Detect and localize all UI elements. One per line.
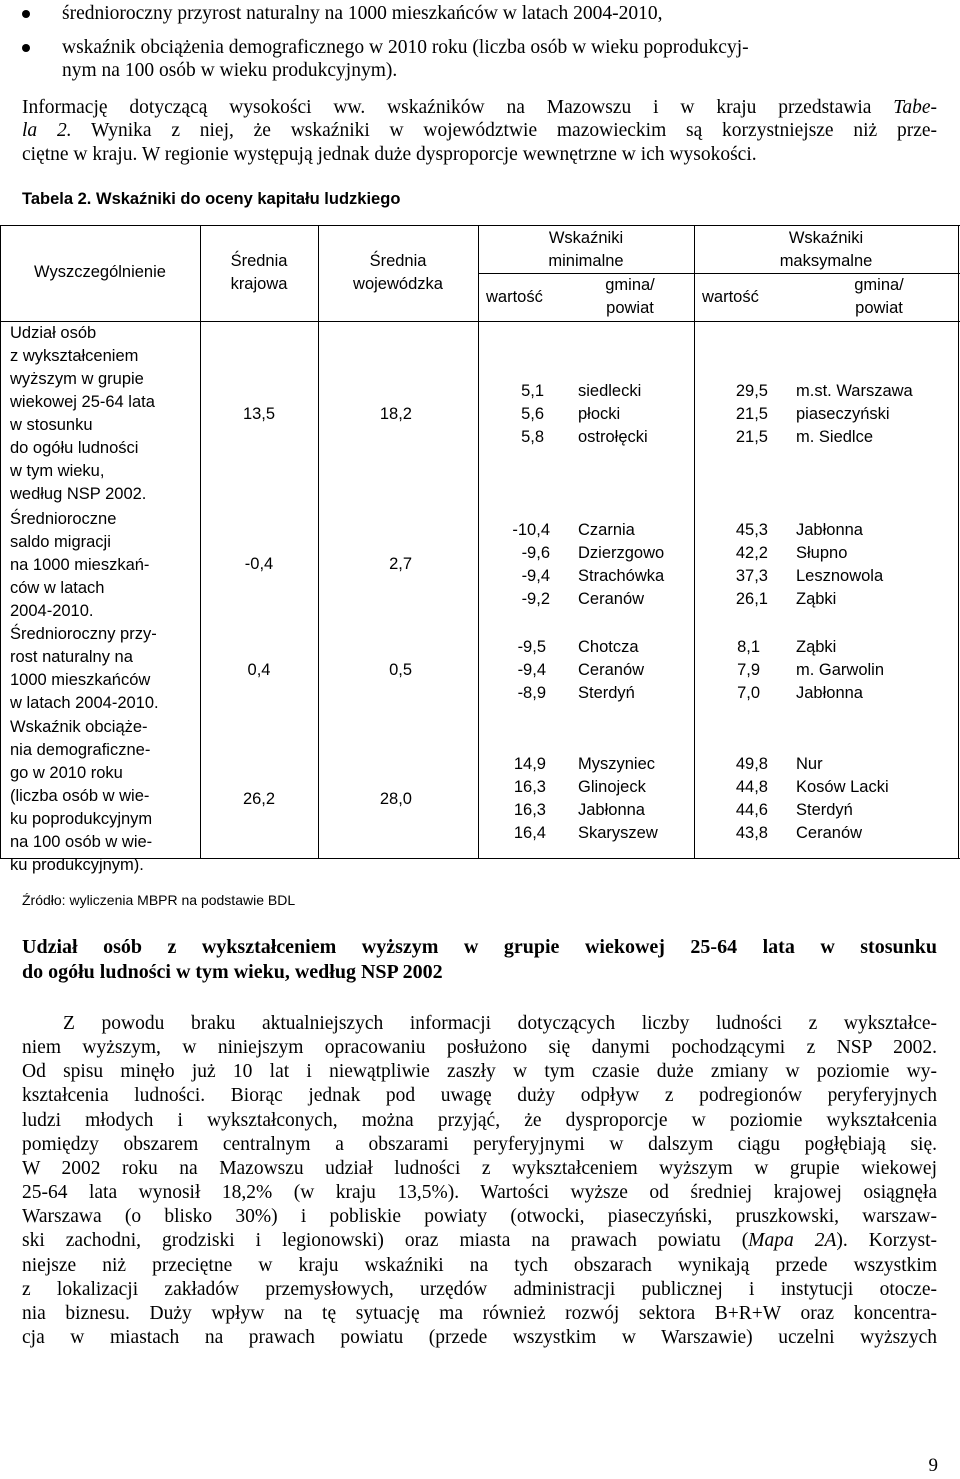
min-units: Czarnia Dzierzgowo Strachówka Ceranów <box>578 521 665 608</box>
header-country-average: Średnia krajowa <box>230 252 288 293</box>
table-label: Tabela 2. <box>22 190 92 208</box>
min-values: 14,9 16,3 16,3 16,4 <box>513 755 546 842</box>
min-values: -10,4 -9,6 -9,4 -9,2 <box>512 521 550 608</box>
bullet-item <box>0 36 960 82</box>
header-max-value: wartość <box>702 288 759 306</box>
min-units: Chotcza Ceranów Sterdyń <box>578 638 645 702</box>
section-heading <box>22 935 937 985</box>
body-line: cja w miastach na prawach powiatu (przede wszystkim w Warszawie) uczelni wyższych <box>22 1327 937 1349</box>
region-average-value: 28,0 <box>379 790 412 808</box>
max-values: 8,1 7,9 7,0 <box>737 638 760 702</box>
header-description: Wyszczególnienie <box>34 263 166 281</box>
min-values: 5,1 5,6 5,8 <box>521 382 544 446</box>
body-line: niem wyższym, w niniejszym opracowaniu posłużono się danymi pochodzącymi z NSP 2002. <box>22 1037 937 1059</box>
max-units: Ząbki m. Garwolin Jabłonna <box>796 638 885 702</box>
min-units: siedlecki płocki ostrołęcki <box>578 382 648 446</box>
header-min-unit: gmina/ powiat <box>605 276 655 317</box>
body-line: Z powodu braku aktualniejszych informacji dotyczących liczby ludności z wykształce- <box>63 1013 937 1034</box>
bullet-item <box>0 2 960 25</box>
min-values: -9,5 -9,4 -8,9 <box>517 638 546 702</box>
country-average-value: 13,5 <box>242 405 276 423</box>
intro-text: ciętne w kraju. W regionie występują jednak duże dysproporcje wewnętrzne w ich wysokości. <box>22 143 757 165</box>
bullet-text: wskaźnik obciążenia demograficznego w 2010 roku (liczba osób w wieku poprodukcyj- <box>62 37 749 58</box>
intro-text: Wynika z niej, że wskaźniki w województwie mazowieckim są korzystniejsze niż prze- <box>71 120 938 142</box>
max-values: 29,5 21,5 21,5 <box>735 382 768 446</box>
header-max-group: Wskaźniki maksymalne <box>779 229 873 270</box>
header-min-group: Wskaźniki minimalne <box>548 229 624 270</box>
body-line: W 2002 roku na Mazowszu udział ludności z wykształceniem wyższym w grupie wiekowej <box>22 1157 937 1179</box>
max-units: Nur Kosów Lacki Sterdyń Ceranów <box>796 755 889 842</box>
body-line: 25-64 lata wynosił 18,2% (w kraju 13,5%). Wartości wyższe od średniej krajowej osiągnęła <box>22 1182 937 1204</box>
bullet-dot-icon <box>22 10 30 18</box>
table-title: Wskaźniki do oceny kapitału ludzkiego <box>96 190 401 208</box>
max-units: Jabłonna Słupno Lesznowola Ząbki <box>796 521 884 608</box>
header-region-average: Średnia wojewódzka <box>353 252 443 293</box>
body-line: z lokalizacji zakładów przemysłowych, urzędów administracji publicznej i instytucji otocze- <box>22 1278 937 1300</box>
country-average-value: -0,4 <box>244 555 274 573</box>
row-label: Udział osób z wykształceniem wyższym w grupie wiekowej 25-64 lata w stosunku do ogółu ludności w tym wieku, według NSP 2002. <box>10 324 155 503</box>
max-units: m.st. Warszawa piaseczyński m. Siedlce <box>796 382 913 446</box>
body-line: nia biznesu. Duży wpływ na tę sytuację ma również rozwój sektora B+R+W oraz koncentra- <box>22 1302 937 1324</box>
section-heading-line: Udział osób z wykształceniem wyższym w grupie wiekowej 25-64 lata w stosunku <box>22 936 937 958</box>
body-line: pomiędzy obszarem centralnym a obszarami peryferyjnymi w dalszym ciągu pogłębiają się. <box>22 1133 937 1155</box>
max-values: 49,8 44,8 44,6 43,8 <box>735 755 768 842</box>
header-min-value: wartość <box>486 288 543 306</box>
body-line: Od spisu minęło już 10 lat i niewątpliwie zaszły w tym czasie duże zmiany w poziomie wy- <box>22 1061 937 1083</box>
row-label: Wskaźnik obciąże- nia demograficzne- go w 2010 roku (liczba osób w wie- ku poprodukcyjnym na 100 osób w wie- ku produkcyjnym). <box>10 718 153 874</box>
intro-text: Informację dotyczącą wysokości ww. wskaźników na Mazowszu i w kraju przedstawia <box>22 97 894 118</box>
table-source: Źródło: wyliczenia MBPR na podstawie BDL <box>22 892 296 908</box>
min-units: Myszyniec Glinojeck Jabłonna Skaryszew <box>578 755 658 842</box>
table-border-left <box>0 225 1 859</box>
bullet-dot-icon <box>22 44 30 52</box>
table-caption <box>22 190 400 209</box>
body-line: Warszawa (o blisko 30%) i pobliskie powiaty (otwocki, piaseczyński, pruszkowski, warszaw- <box>22 1206 937 1228</box>
body-paragraph <box>22 1012 937 1350</box>
row-label: Średnioroczne saldo migracji na 1000 mieszkań- ców w latach 2004-2010. <box>10 510 150 620</box>
table-border-right <box>958 225 959 859</box>
page-number: 9 <box>928 1455 938 1476</box>
intro-paragraph <box>22 96 937 166</box>
region-average-value: 0,5 <box>389 661 412 679</box>
body-line: kształcenia ludności. Biorąc jednak pod uwagę duży odpływ z podregionów peryferyjnych <box>22 1085 937 1107</box>
region-average-value: 2,7 <box>389 555 412 573</box>
section-heading-line: do ogółu ludności w tym wieku, według NSP 2002 <box>22 961 443 983</box>
table-border-top <box>0 225 960 226</box>
map-reference: Mapa 2A <box>748 1230 837 1252</box>
table-col-divider <box>318 225 319 859</box>
table-col-divider <box>200 225 201 859</box>
country-average-value: 0,4 <box>247 661 271 679</box>
body-line: ski zachodni, grodziski i legionowski) oraz miasta na prawach powiatu (Mapa 2A). Korzyst- <box>22 1230 937 1252</box>
table-reference: la 2. <box>22 120 72 142</box>
header-max-unit: gmina/ powiat <box>854 276 904 317</box>
bullet-text: nym na 100 osób w wieku produkcyjnym). <box>62 60 398 81</box>
row-label: Średnioroczny przy- rost naturalny na 1000 mieszkańców w latach 2004-2010. <box>10 625 159 712</box>
region-average-value: 18,2 <box>379 405 412 423</box>
body-line: niejsze niż przeciętne w kraju wskaźniki na tych obszarach wynikają przede wszystkim <box>22 1254 937 1276</box>
indicators-table <box>0 225 960 874</box>
body-line: ludzi młodych i wykształconych, można przyjąć, że dysproporcje w poziomie wykształcenia <box>22 1109 937 1131</box>
bullet-text: średnioroczny przyrost naturalny na 1000 mieszkańców w latach 2004-2010, <box>62 3 663 24</box>
country-average-value: 26,2 <box>242 790 276 808</box>
table-reference: Tabe- <box>893 97 937 118</box>
max-values: 45,3 42,2 37,3 26,1 <box>735 521 768 608</box>
